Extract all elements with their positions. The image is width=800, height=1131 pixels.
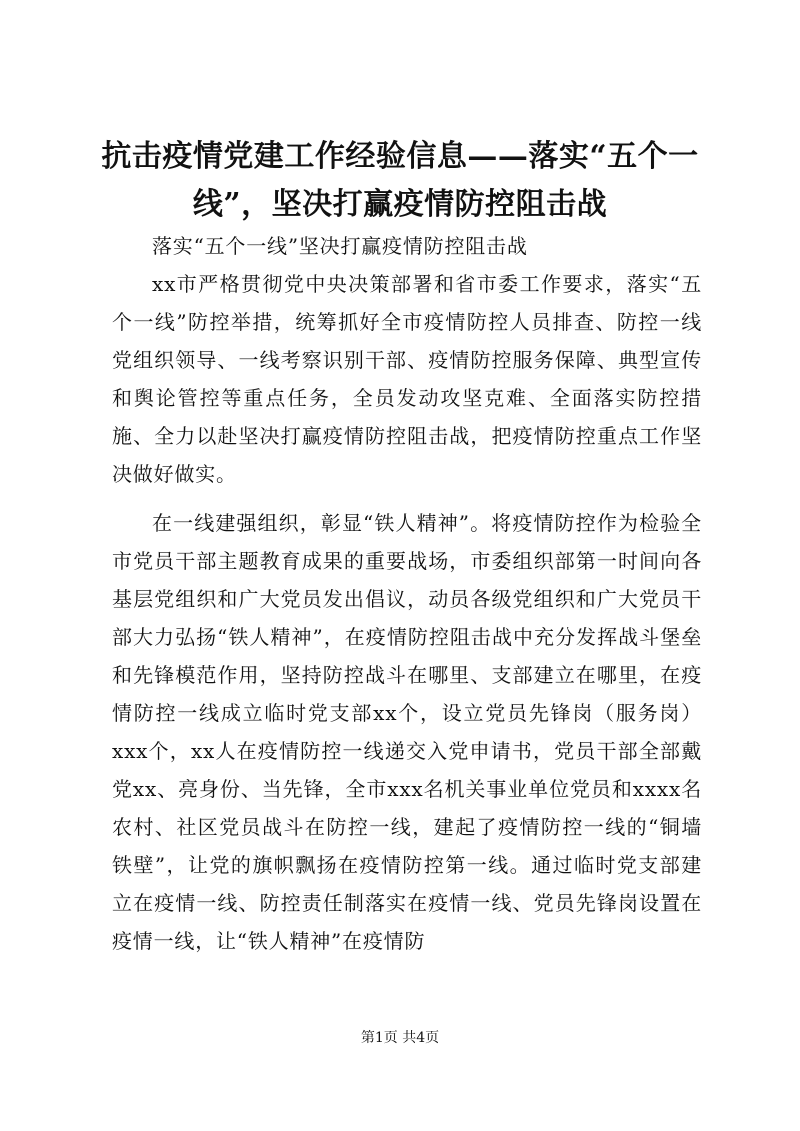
document-title: 抗击疫情党建工作经验信息——落实“五个一线”，坚决打赢疫情防控阻击战 [101, 139, 699, 222]
document-body [112, 227, 702, 960]
page-footer: 第1页 共4页 [360, 1030, 440, 1046]
subtitle-paragraph: 落实“五个一线”坚决打赢疫情防控阻击战 [152, 234, 528, 258]
intro-paragraph: xx市严格贯彻党中央决策部署和省市委工作要求，落实“五个一线”防控举措，统筹抓好全市疫情防控人员排查、防控一线党组织领导、一线考察识别干部、疫情防控服务保障、典型宣传和舆论管控等重点任务，全员发动攻坚克难、全面落实防控措施、全力以赴坚决打赢疫情防控阻击战，把疫情防控重点工作坚决做好做实。 [112, 272, 702, 486]
body-paragraph: 在一线建强组织，彰显“铁人精神”。将疫情防控作为检验全市党员干部主题教育成果的重要战场，市委组织部第一时间向各基层党组织和广大党员发出倡议，动员各级党组织和广大党员干部大力弘扬“铁人精神”，在疫情防控阻击战中充分发挥战斗堡垒和先锋模范作用，坚持防控战斗在哪里、支部建立在哪里，在疫情防控一线成立临时党支部xx个，设立党员先锋岗（服务岗）xxx个，xx人在疫情防控一线递交入党申请书，党员干部全部戴党xx、亮身份、当先锋，全市xxx名机关事业单位党员和xxxx名农村、社区党员战斗在防控一线，建起了疫情防控一线的“铜墙铁壁”，让党的旗帜飘扬在疫情防控第一线。通过临时党支部建立在疫情一线、防控责任制落实在疫情一线、党员先锋岗设置在疫情一线，让“铁人精神”在疫情防 [112, 511, 702, 953]
